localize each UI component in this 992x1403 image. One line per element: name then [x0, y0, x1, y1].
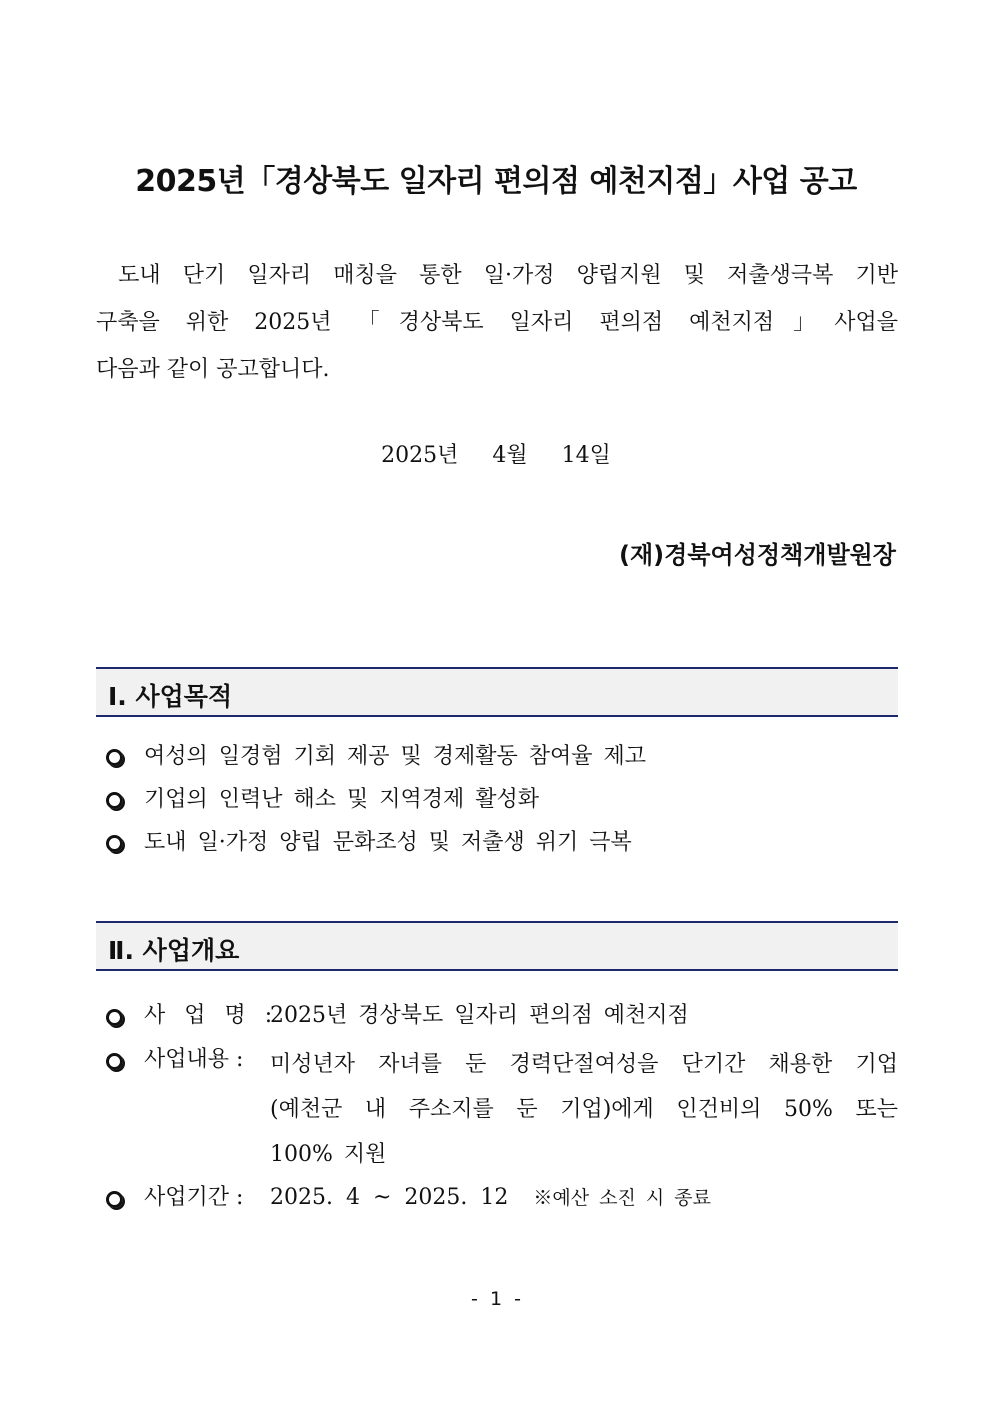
- intro-line: 구축을 위한 2025년 「경상북도 일자리 편의점 예천지점」사업을: [96, 310, 898, 335]
- list-item: [106, 828, 898, 871]
- section-heading: Ⅱ. 사업개요: [108, 936, 240, 965]
- announcement-date: 2025년 4월 14일: [381, 443, 611, 468]
- overview-row-period: [106, 1180, 898, 1220]
- row-value: [270, 1042, 898, 1177]
- list-item-text: 여성의 일경험 기회 제공 및 경제활동 참여율 제고: [144, 744, 646, 769]
- row-value: [270, 1180, 898, 1216]
- intro-line: 도내 단기 일자리 매칭을 통한 일·가정 양립지원 및 저출생극복 기반: [96, 263, 898, 288]
- period-note: ※예산 소진 시 종료: [533, 1187, 711, 1209]
- period-value: 2025. 4 ~ 2025. 12: [270, 1185, 509, 1210]
- issuer-organization: (재)경북여성정책개발원장: [619, 541, 896, 569]
- row-key: 사업기간 :: [144, 1185, 244, 1210]
- section-heading: Ⅰ. 사업목적: [108, 682, 233, 711]
- overview-row-name: [106, 998, 898, 1038]
- circle-bullet-icon: [106, 749, 123, 766]
- list-item-text: 기업의 인력난 해소 및 지역경제 활성화: [144, 787, 539, 812]
- row-key: 사업내용 :: [144, 1047, 244, 1072]
- section-header-purpose: [96, 667, 898, 717]
- row-value-line: 미성년자 자녀를 둔 경력단절여성을 단기간 채용한 기업: [270, 1052, 898, 1077]
- row-value: 2025년 경상북도 일자리 편의점 예천지점: [270, 1003, 689, 1028]
- list-item: [106, 742, 898, 785]
- intro-paragraph: [96, 252, 898, 393]
- list-item-text: 도내 일·가정 양립 문화조성 및 저출생 위기 극복: [144, 830, 632, 855]
- circle-bullet-icon: [106, 835, 123, 852]
- row-value-line: (예천군 내 주소지를 둔 기업)에게 인건비의 50% 또는: [270, 1097, 898, 1122]
- circle-bullet-icon: [106, 792, 123, 809]
- purpose-list: [106, 742, 898, 871]
- row-value-line: 100% 지원: [270, 1142, 387, 1167]
- section-header-overview: [96, 921, 898, 971]
- row-key: 사 업 명 :: [144, 1003, 273, 1028]
- circle-bullet-icon: [106, 1053, 123, 1070]
- intro-line: 다음과 같이 공고합니다.: [96, 357, 330, 382]
- page-number: - 1 -: [471, 1288, 521, 1310]
- circle-bullet-icon: [106, 1009, 123, 1026]
- list-item: [106, 785, 898, 828]
- overview-row-content: [106, 1042, 898, 1172]
- page-title: 2025년「경상북도 일자리 편의점 예천지점」사업 공고: [135, 164, 857, 199]
- circle-bullet-icon: [106, 1191, 123, 1208]
